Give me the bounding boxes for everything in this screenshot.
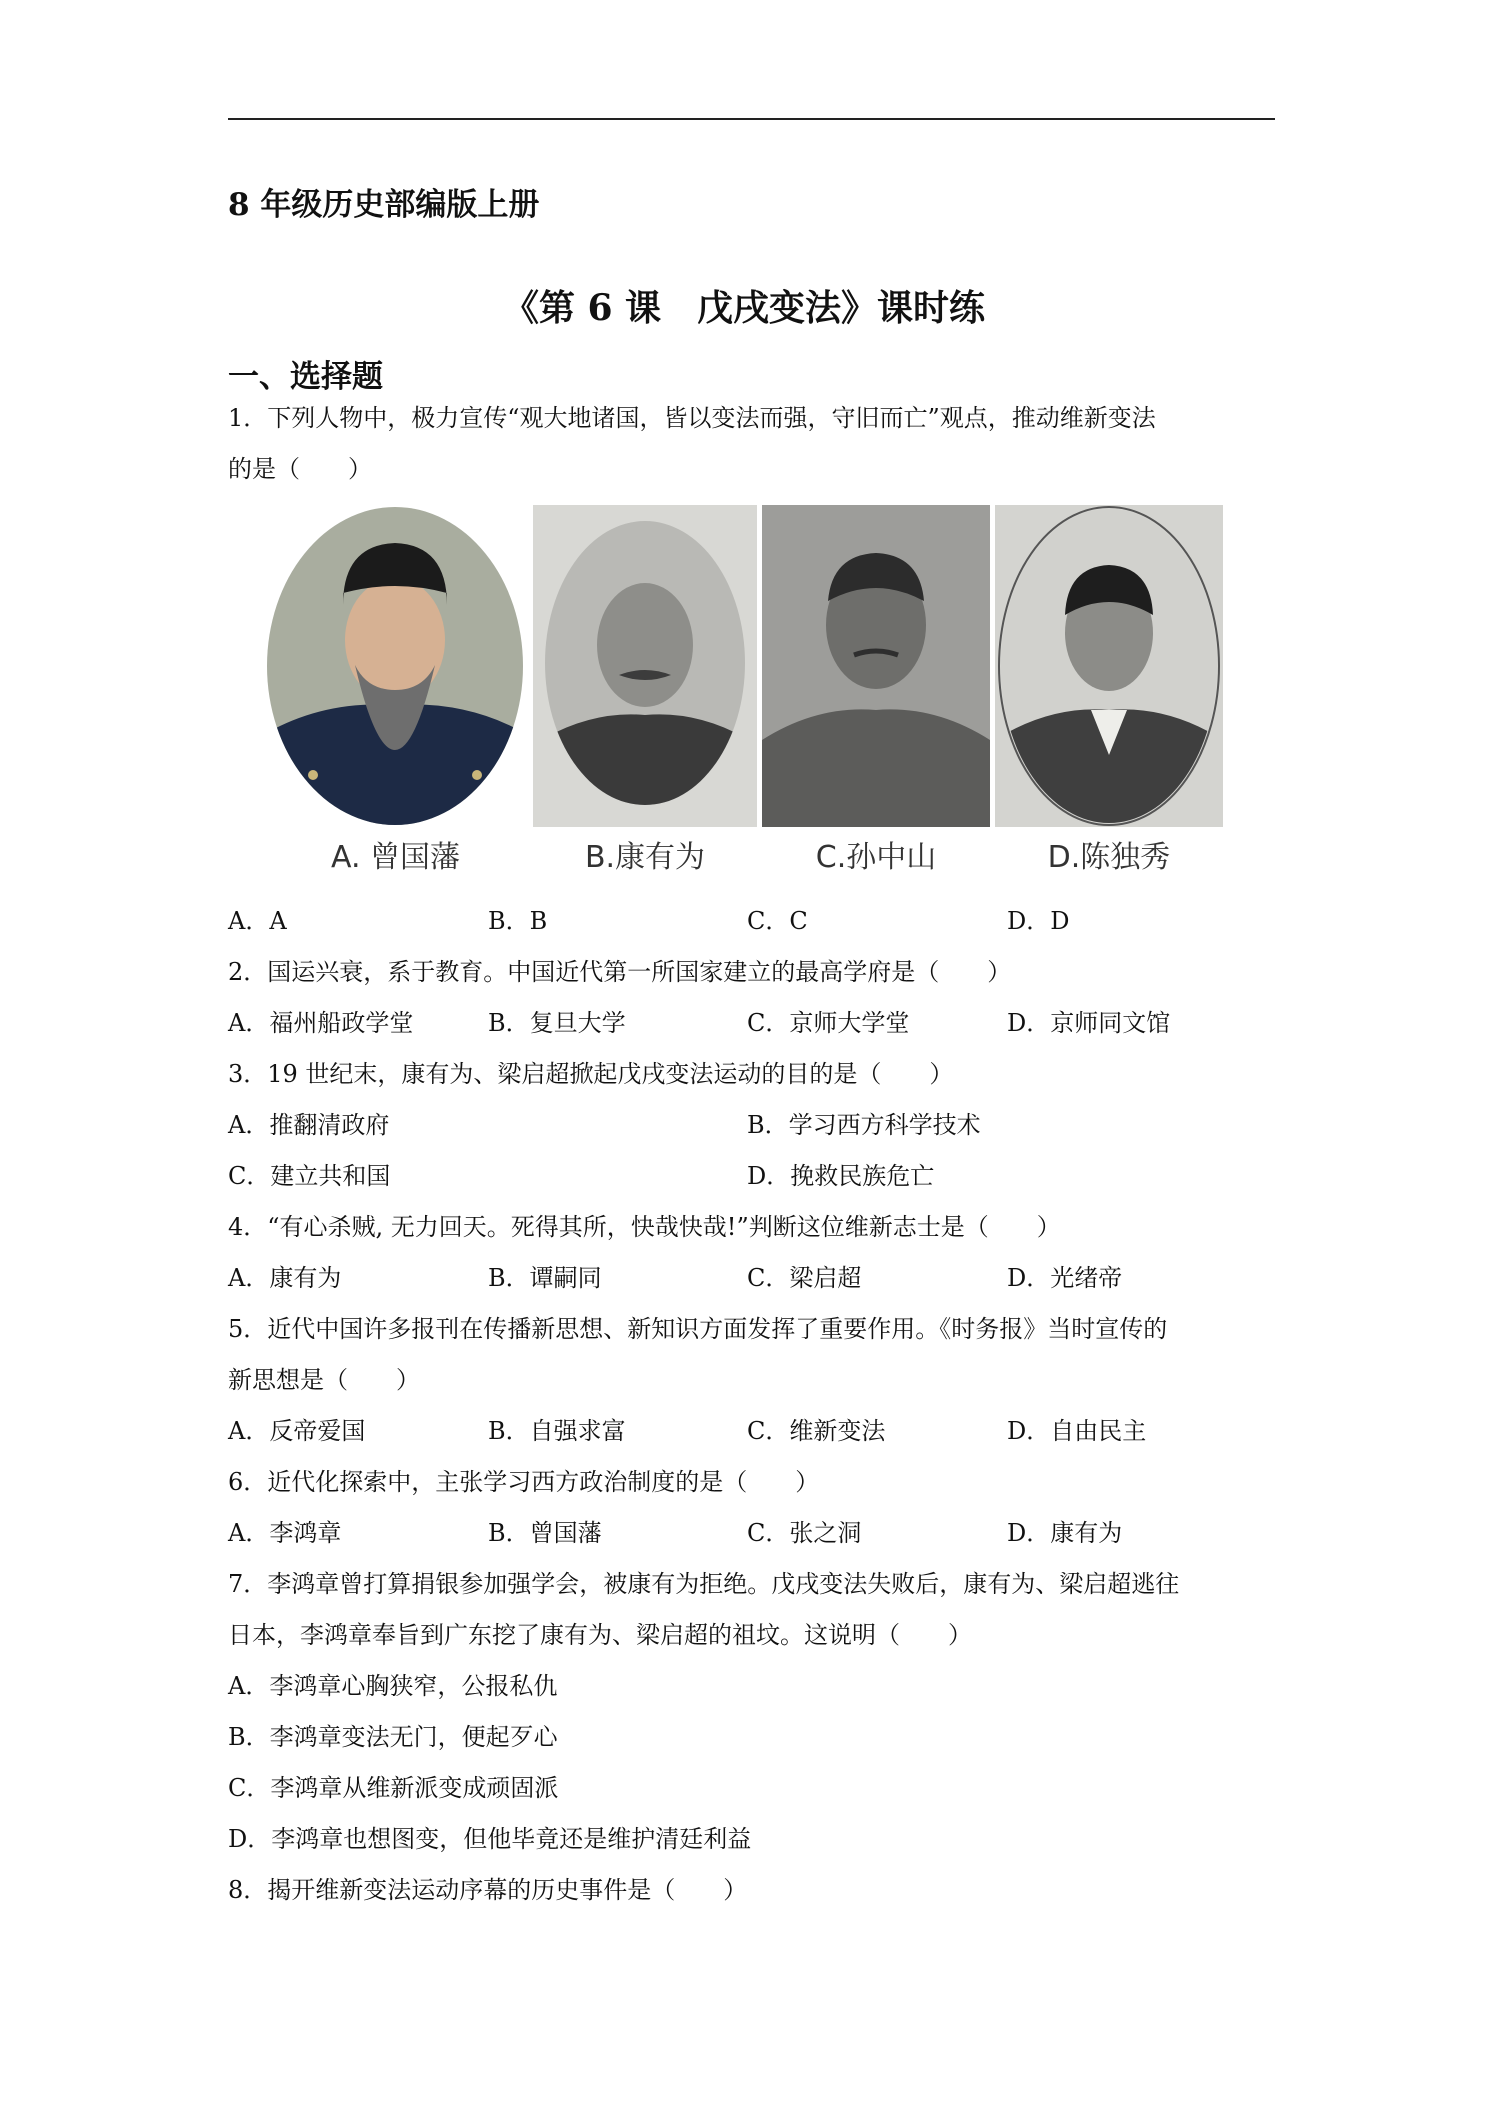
q2-option-b: B．复旦大学 <box>488 1009 626 1037</box>
q6-option-b: B．曾国藩 <box>488 1519 602 1547</box>
portrait-figure <box>263 505 1223 827</box>
q6-option-d: D．康有为 <box>1007 1519 1123 1547</box>
section-title: 一、选择题 <box>228 359 383 395</box>
caption-a: A. 曾国藩 <box>330 840 461 875</box>
question-5-line-1: 5．近代中国许多报刊在传播新思想、新知识方面发挥了重要作用。《时务报》当时宣传的 <box>228 1315 1168 1343</box>
caption-d: D.陈独秀 <box>1047 840 1171 875</box>
header-rule <box>228 118 1275 120</box>
question-5-line-2: 新思想是（ ） <box>228 1366 420 1394</box>
book-heading: 8 年级历史部编版上册 <box>228 187 540 223</box>
q5-option-c: C．维新变法 <box>747 1417 886 1445</box>
portrait-zeng-guofan <box>263 505 528 827</box>
question-2-line-1: 2．国运兴衰，系于教育。中国近代第一所国家建立的最高学府是（ ） <box>228 958 1012 986</box>
q7-option-b: B．李鸿章变法无门，便起歹心 <box>228 1723 558 1751</box>
portrait-sun-yat-sen <box>762 505 990 827</box>
q3-option-b: B．学习西方科学技术 <box>747 1111 981 1139</box>
q1-option-c: C．C <box>747 907 808 935</box>
question-6-line-1: 6．近代化探索中，主张学习西方政治制度的是（ ） <box>228 1468 820 1496</box>
q1-option-b: B．B <box>488 907 548 935</box>
caption-b: B.康有为 <box>584 840 706 875</box>
q7-option-d: D．李鸿章也想图变，但他毕竟还是维护清廷利益 <box>228 1825 752 1853</box>
caption-c: C.孙中山 <box>815 840 937 875</box>
question-7-line-2: 日本，李鸿章奉旨到广东挖了康有为、梁启超的祖坟。这说明（ ） <box>228 1621 972 1649</box>
q4-option-a: A．康有为 <box>228 1264 342 1292</box>
q5-option-a: A．反帝爱国 <box>228 1417 366 1445</box>
portrait-kang-youwei <box>533 505 757 827</box>
q4-option-d: D．光绪帝 <box>1007 1264 1123 1292</box>
question-1-line-1: 1．下列人物中，极力宣传“观大地诸国，皆以变法而强，守旧而亡”观点，推动维新变法 <box>228 404 1156 432</box>
q4-option-c: C．梁启超 <box>747 1264 862 1292</box>
q5-option-d: D．自由民主 <box>1007 1417 1147 1445</box>
portrait-captions <box>263 836 1223 882</box>
q2-option-c: C．京师大学堂 <box>747 1009 910 1037</box>
q4-option-b: B．谭嗣同 <box>488 1264 602 1292</box>
q5-option-b: B．自强求富 <box>488 1417 626 1445</box>
q7-option-c: C．李鸿章从维新派变成顽固派 <box>228 1774 559 1802</box>
q2-option-d: D．京师同文馆 <box>1007 1009 1171 1037</box>
q7-option-a: A．李鸿章心胸狭窄，公报私仇 <box>228 1672 558 1700</box>
q3-option-a: A．推翻清政府 <box>228 1111 390 1139</box>
question-7-line-1: 7．李鸿章曾打算捐银参加强学会，被康有为拒绝。戊戌变法失败后，康有为、梁启超逃往 <box>228 1570 1180 1598</box>
question-8-line-1: 8．揭开维新变法运动序幕的历史事件是（ ） <box>228 1876 748 1904</box>
question-3-line-1: 3．19 世纪末，康有为、梁启超掀起戊戌变法运动的目的是（ ） <box>228 1060 954 1088</box>
question-4-line-1: 4．“有心杀贼, 无力回天。死得其所，快哉快哉!”判断这位维新志士是（ ） <box>228 1213 1061 1241</box>
lesson-title: 《第 6 课 戊戌变法》课时练 <box>502 287 986 329</box>
q3-option-d: D．挽救民族危亡 <box>747 1162 935 1190</box>
q1-option-d: D．D <box>1007 907 1070 935</box>
q3-option-c: C．建立共和国 <box>228 1162 391 1190</box>
q6-option-a: A．李鸿章 <box>228 1519 342 1547</box>
question-1-line-2: 的是（ ） <box>228 455 372 483</box>
q1-option-a: A．A <box>228 907 287 935</box>
q2-option-a: A．福州船政学堂 <box>228 1009 414 1037</box>
q6-option-c: C．张之洞 <box>747 1519 862 1547</box>
portrait-chen-duxiu <box>995 505 1223 827</box>
